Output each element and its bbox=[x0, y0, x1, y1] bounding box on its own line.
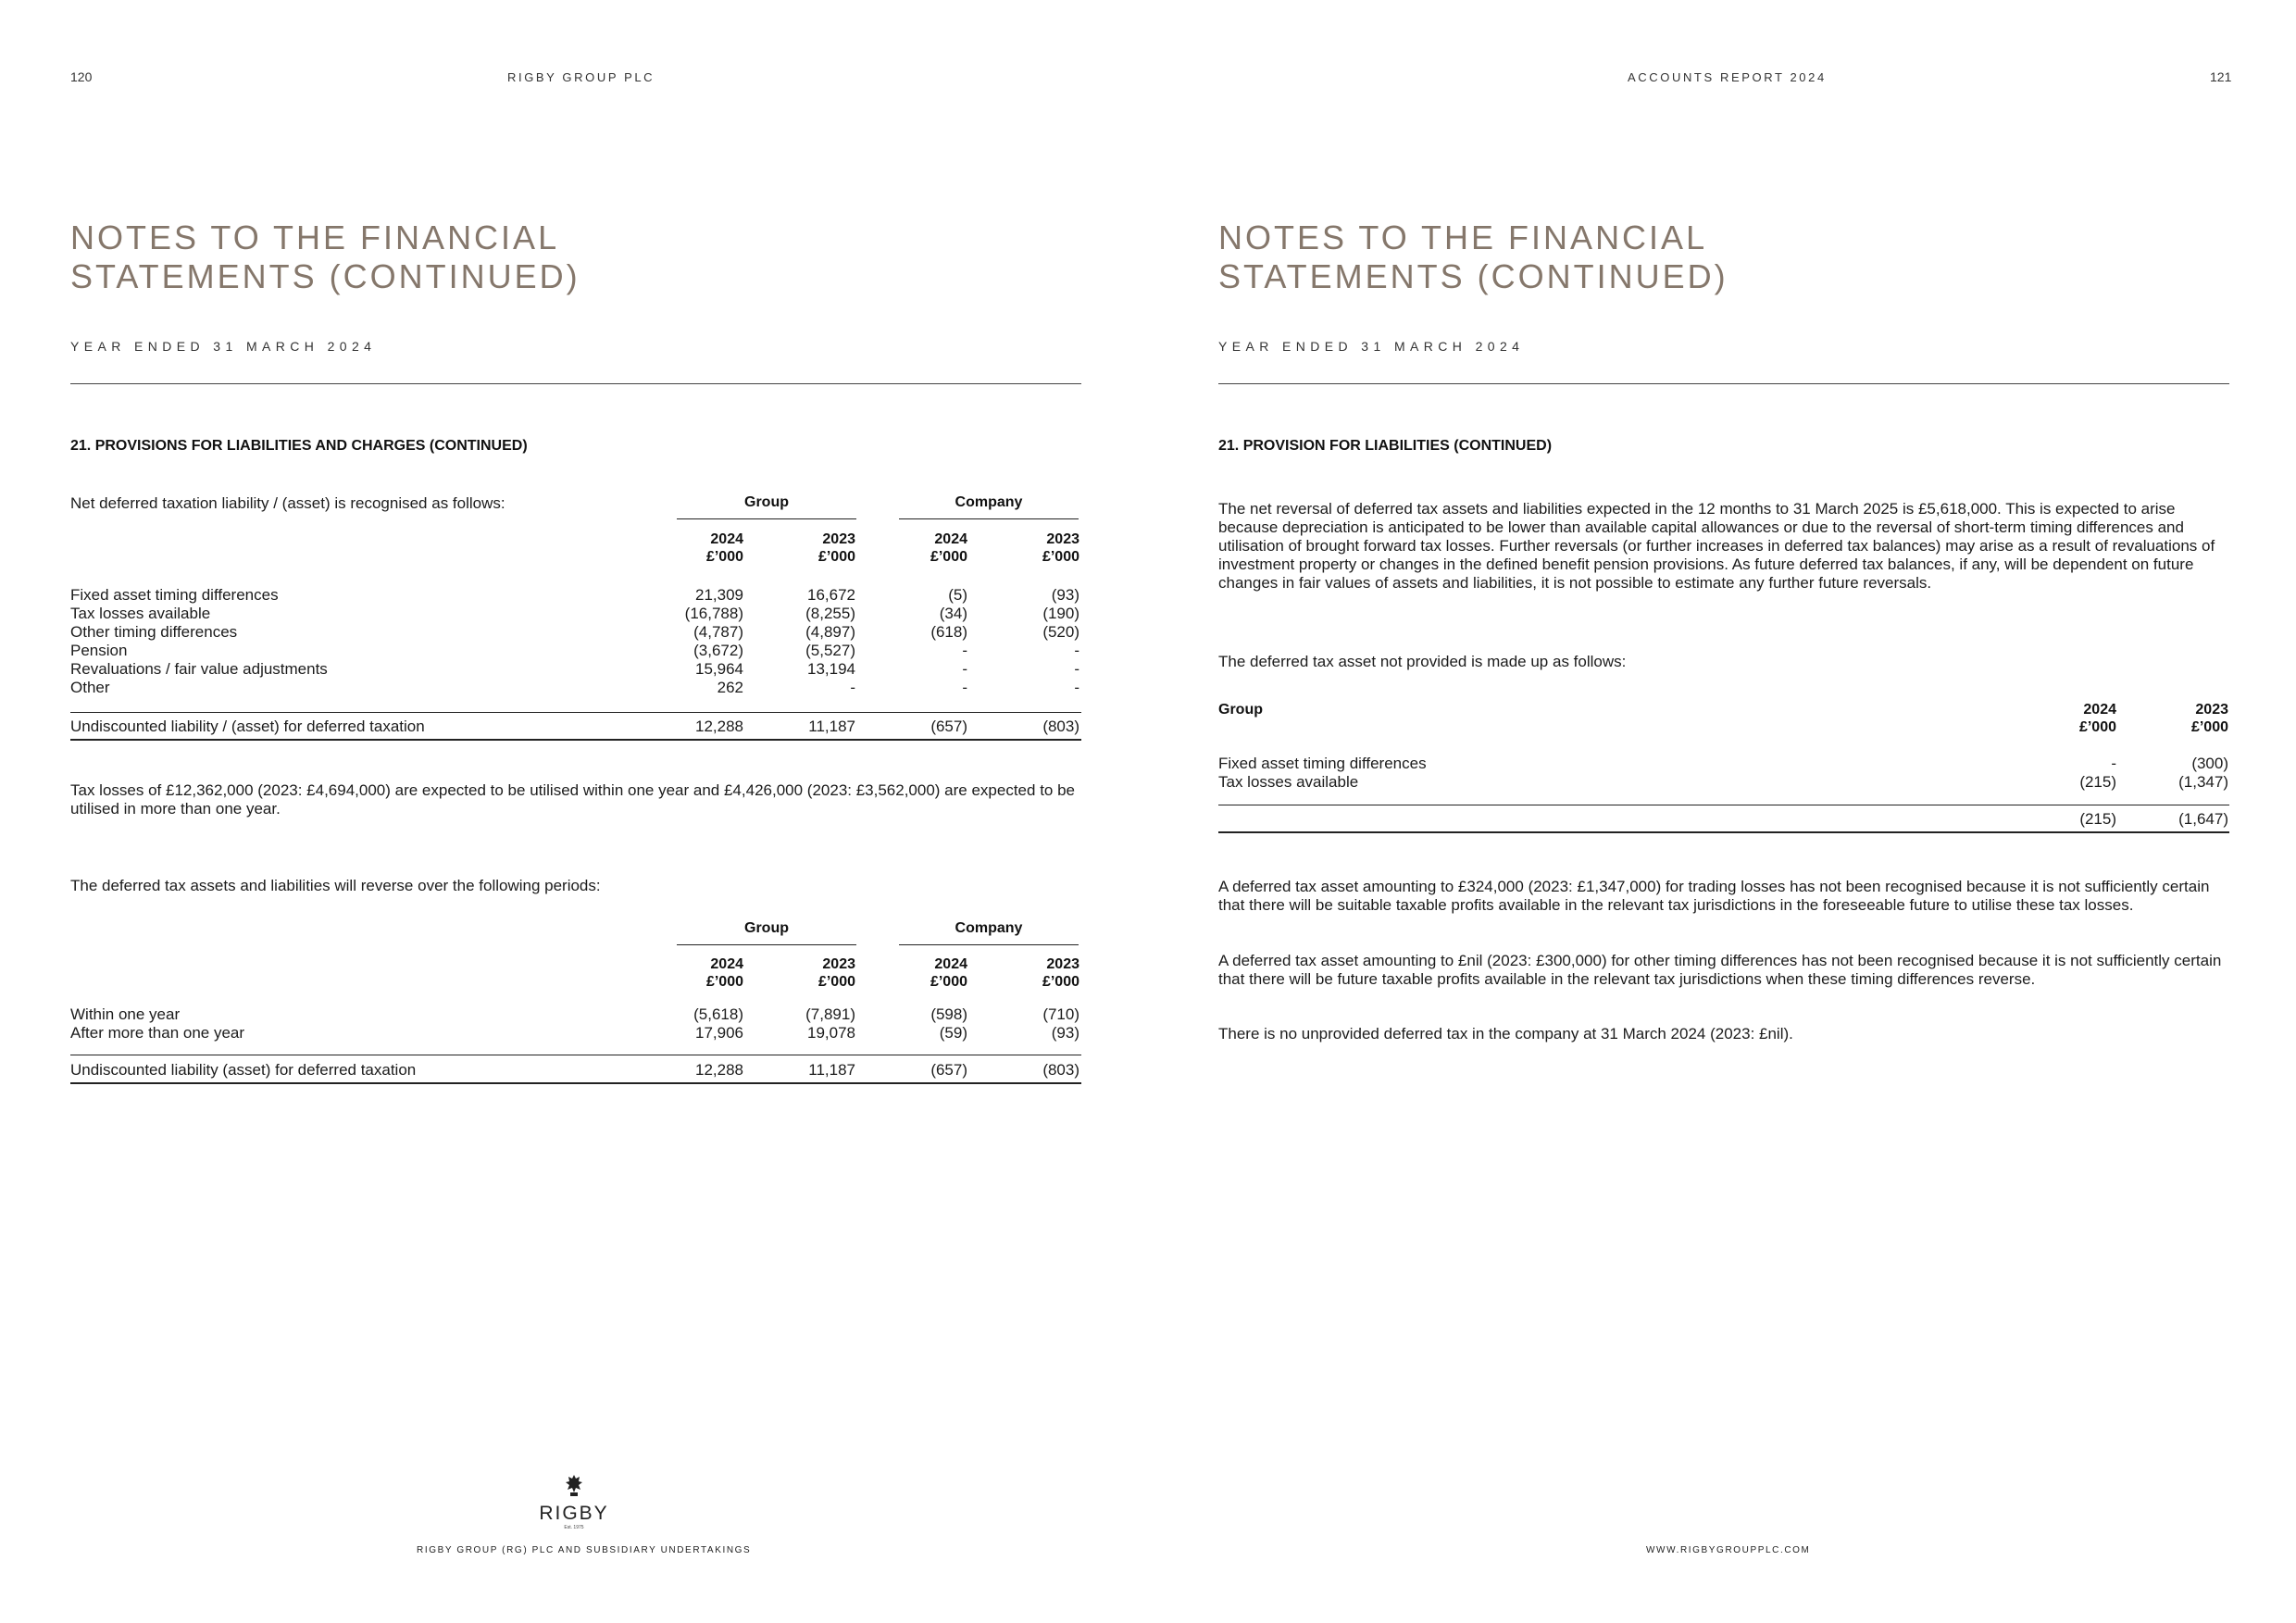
table3-total-row bbox=[1218, 810, 2229, 829]
table1-col1-head bbox=[659, 531, 743, 566]
cell: (657) bbox=[930, 1061, 967, 1079]
cell: - bbox=[962, 642, 967, 659]
row-label: Other bbox=[70, 679, 110, 696]
tax-losses-text: Tax losses of £12,362,000 (2023: £4,694,000) are expected to be utilised within one year and £4,426,000 (2023: £3,562,000) are expected to be utilised in more than one year. bbox=[70, 781, 1076, 818]
cell: (1,647) bbox=[2178, 810, 2228, 828]
cell: (16,788) bbox=[684, 605, 743, 622]
cell: 16,672 bbox=[807, 586, 855, 604]
table-row bbox=[70, 605, 1079, 623]
left-page-number: 120 bbox=[70, 69, 93, 84]
table1-col2-year: 2023 bbox=[822, 531, 855, 547]
cell: 17,906 bbox=[695, 1024, 743, 1042]
table2-col2-head bbox=[771, 955, 855, 991]
table1-col2-unit: £’000 bbox=[817, 549, 855, 565]
table1-col4-unit: £’000 bbox=[1042, 549, 1079, 565]
left-page-title bbox=[70, 218, 718, 296]
cell: - bbox=[2111, 755, 2116, 772]
cell: - bbox=[1074, 642, 1079, 659]
cell: 19,078 bbox=[807, 1024, 855, 1042]
table1-group-underline bbox=[677, 518, 856, 519]
table-row bbox=[70, 623, 1079, 642]
cell: (4,897) bbox=[805, 623, 855, 641]
rigby-logo bbox=[528, 1474, 620, 1530]
cell: (215) bbox=[2079, 810, 2116, 828]
table2-total-bottom-rule bbox=[70, 1082, 1081, 1084]
table2-col3-head bbox=[883, 955, 967, 991]
cell: 12,288 bbox=[695, 1061, 743, 1079]
table1-col2-head bbox=[771, 531, 855, 566]
table2-group-underline bbox=[677, 944, 856, 945]
table2-company-label: Company bbox=[955, 920, 1023, 936]
cell: 12,288 bbox=[695, 718, 743, 735]
cell: 11,187 bbox=[808, 1061, 855, 1079]
row-label: Other timing differences bbox=[70, 623, 238, 641]
cell: (34) bbox=[939, 605, 967, 622]
table1-col4-year: 2023 bbox=[1046, 531, 1079, 547]
cell: - bbox=[962, 679, 967, 696]
table-row bbox=[1218, 773, 2229, 792]
table-row bbox=[70, 679, 1079, 697]
row-label: Pension bbox=[70, 642, 128, 659]
right-header-rule bbox=[1218, 383, 2229, 384]
table1-body bbox=[70, 586, 1079, 697]
table3-body bbox=[1218, 755, 2229, 792]
table3-col2-head bbox=[2144, 701, 2228, 736]
table-row bbox=[70, 660, 1079, 679]
cell: - bbox=[1074, 660, 1079, 678]
table1-company-label: Company bbox=[955, 494, 1023, 510]
cell: (618) bbox=[930, 623, 967, 641]
table2-col1-year: 2024 bbox=[710, 956, 743, 972]
cell: (5,618) bbox=[693, 1005, 743, 1023]
table2-col4-year: 2023 bbox=[1046, 956, 1079, 972]
table2-col4-head bbox=[995, 955, 1079, 991]
table1-intro: Net deferred taxation liability / (asset) is recognised as follows: bbox=[70, 494, 505, 512]
table-row bbox=[70, 586, 1079, 605]
table3-col1-unit: £’000 bbox=[2078, 719, 2116, 735]
table3-col1-year: 2024 bbox=[2083, 702, 2116, 718]
paragraph-company: There is no unprovided deferred tax in the company at 31 March 2024 (2023: £nil). bbox=[1218, 1025, 1793, 1042]
cell: (803) bbox=[1042, 1061, 1079, 1079]
table1-col4-head bbox=[995, 531, 1079, 566]
table2-col3-unit: £’000 bbox=[930, 974, 967, 990]
paragraph-timing-differences: A deferred tax asset amounting to £nil (2023: £300,000) for other timing differences has not been recognised because it is not sufficiently certain that there will be future taxable profits available in the relevant tax jurisdictions when these timing differences reverse. bbox=[1218, 952, 2222, 988]
cell: (93) bbox=[1051, 586, 1079, 604]
table-row bbox=[1218, 755, 2229, 773]
cell: (59) bbox=[939, 1024, 967, 1042]
cell: (520) bbox=[1042, 623, 1079, 641]
table1-col1-unit: £’000 bbox=[705, 549, 743, 565]
table1-total-row bbox=[70, 718, 1079, 736]
table3-col2-year: 2023 bbox=[2195, 702, 2228, 718]
cell: (300) bbox=[2191, 755, 2228, 772]
table2-body bbox=[70, 1005, 1079, 1042]
cell: (598) bbox=[930, 1005, 967, 1023]
table2-col4-unit: £’000 bbox=[1042, 974, 1079, 990]
table1-col1-year: 2024 bbox=[710, 531, 743, 547]
left-footer: RIGBY GROUP (RG) PLC AND SUBSIDIARY UNDERTAKINGS bbox=[417, 1545, 752, 1555]
crest-icon bbox=[564, 1474, 584, 1498]
not-provided-intro: The deferred tax asset not provided is made up as follows: bbox=[1218, 653, 1627, 670]
right-title-line2: STATEMENTS (CONTINUED) bbox=[1218, 257, 1728, 295]
paragraph-trading-losses: A deferred tax asset amounting to £324,000 (2023: £1,347,000) for trading losses has not been recognised because it is not sufficiently certain that there will be suitable taxable profits available in the relevant tax jurisdictions in the foreseeable future to utilise these tax losses. bbox=[1218, 878, 2210, 914]
right-footer: WWW.RIGBYGROUPPLC.COM bbox=[1646, 1545, 1811, 1555]
left-running-head: RIGBY GROUP PLC bbox=[507, 70, 655, 84]
right-page-title bbox=[1218, 218, 1866, 296]
table3-row-header: Group bbox=[1218, 702, 1263, 718]
row-label: Tax losses available bbox=[70, 605, 211, 622]
table2-total-row bbox=[70, 1061, 1079, 1080]
cell: 11,187 bbox=[808, 718, 855, 735]
table1-col3-year: 2024 bbox=[934, 531, 967, 547]
left-title-line2: STATEMENTS (CONTINUED) bbox=[70, 257, 580, 295]
cell: (215) bbox=[2079, 773, 2116, 791]
table-row bbox=[70, 1005, 1079, 1024]
row-label: Revaluations / fair value adjustments bbox=[70, 660, 328, 678]
row-label: Undiscounted liability (asset) for deferred taxation bbox=[70, 1061, 417, 1079]
cell: 13,194 bbox=[807, 660, 855, 678]
table2-col1-head bbox=[659, 955, 743, 991]
right-title-line1: NOTES TO THE FINANCIAL bbox=[1218, 218, 1708, 256]
table2-col2-year: 2023 bbox=[822, 956, 855, 972]
left-section-heading: 21. PROVISIONS FOR LIABILITIES AND CHARGES (CONTINUED) bbox=[70, 438, 528, 454]
cell: (8,255) bbox=[805, 605, 855, 622]
logo-est: Est. 1975 bbox=[564, 1525, 584, 1530]
cell: (4,787) bbox=[693, 623, 743, 641]
cell: - bbox=[962, 660, 967, 678]
table2-company-underline bbox=[899, 944, 1079, 945]
table1-company-underline bbox=[899, 518, 1079, 519]
cell: 15,964 bbox=[695, 660, 743, 678]
left-header-rule bbox=[70, 383, 1081, 384]
table1-group-label: Group bbox=[744, 494, 789, 510]
table3-col1-head bbox=[2032, 701, 2116, 736]
table2-group-label: Group bbox=[744, 920, 789, 936]
cell: (190) bbox=[1042, 605, 1079, 622]
table-row bbox=[70, 642, 1079, 660]
cell: 262 bbox=[717, 679, 743, 696]
reversal-text: The net reversal of deferred tax assets and liabilities expected in the 12 months to 31 March 2025 is £5,618,000. This is expected to arise because depreciation is anticipated to be lower than available capital allowances or due to the reversal of short-term timing differences and utilisation of brought forward tax losses. Further reversals (or further increases in deferred tax balances) may arise as a result of revaluations of investment property or changes in the defined benefit pension provisions. As future deferred tax balances, if any, will be dependent on future changes in fair values of assets and liabilities, it is not possible to estimate any further future reversals. bbox=[1218, 500, 2215, 592]
left-subtitle: YEAR ENDED 31 MARCH 2024 bbox=[70, 339, 377, 354]
row-label: Undiscounted liability / (asset) for deferred taxation bbox=[70, 718, 425, 735]
row-label: Within one year bbox=[70, 1005, 181, 1023]
row-label: Tax losses available bbox=[1218, 773, 1359, 791]
table3-total-bottom-rule bbox=[1218, 831, 2229, 833]
cell: - bbox=[850, 679, 855, 696]
table1-col3-unit: £’000 bbox=[930, 549, 967, 565]
row-label: Fixed asset timing differences bbox=[1218, 755, 1427, 772]
row-label: Fixed asset timing differences bbox=[70, 586, 279, 604]
cell: (5) bbox=[948, 586, 967, 604]
cell: 21,309 bbox=[695, 586, 743, 604]
table1-col3-head bbox=[883, 531, 967, 566]
right-running-head: ACCOUNTS REPORT 2024 bbox=[1628, 70, 1827, 84]
cell: (3,672) bbox=[693, 642, 743, 659]
right-section-heading: 21. PROVISION FOR LIABILITIES (CONTINUED) bbox=[1218, 438, 1553, 454]
cell: (7,891) bbox=[805, 1005, 855, 1023]
cell: (93) bbox=[1051, 1024, 1079, 1042]
cell: - bbox=[1074, 679, 1079, 696]
table3-col2-unit: £’000 bbox=[2190, 719, 2228, 735]
table2-col1-unit: £’000 bbox=[705, 974, 743, 990]
table2-col3-year: 2024 bbox=[934, 956, 967, 972]
right-page-number: 121 bbox=[2210, 69, 2232, 84]
table1-total-top-rule bbox=[70, 712, 1081, 713]
cell: (5,527) bbox=[805, 642, 855, 659]
cell: (710) bbox=[1042, 1005, 1079, 1023]
left-title-line1: NOTES TO THE FINANCIAL bbox=[70, 218, 560, 256]
right-subtitle: YEAR ENDED 31 MARCH 2024 bbox=[1218, 339, 1525, 354]
table2-col2-unit: £’000 bbox=[817, 974, 855, 990]
table2-intro: The deferred tax assets and liabilities will reverse over the following periods: bbox=[70, 877, 601, 894]
logo-wordmark: RIGBY bbox=[539, 1503, 609, 1524]
table-row bbox=[70, 1024, 1079, 1042]
cell: (1,347) bbox=[2178, 773, 2228, 791]
row-label: After more than one year bbox=[70, 1024, 245, 1042]
cell: (657) bbox=[930, 718, 967, 735]
table1-total-bottom-rule bbox=[70, 739, 1081, 741]
cell: (803) bbox=[1042, 718, 1079, 735]
